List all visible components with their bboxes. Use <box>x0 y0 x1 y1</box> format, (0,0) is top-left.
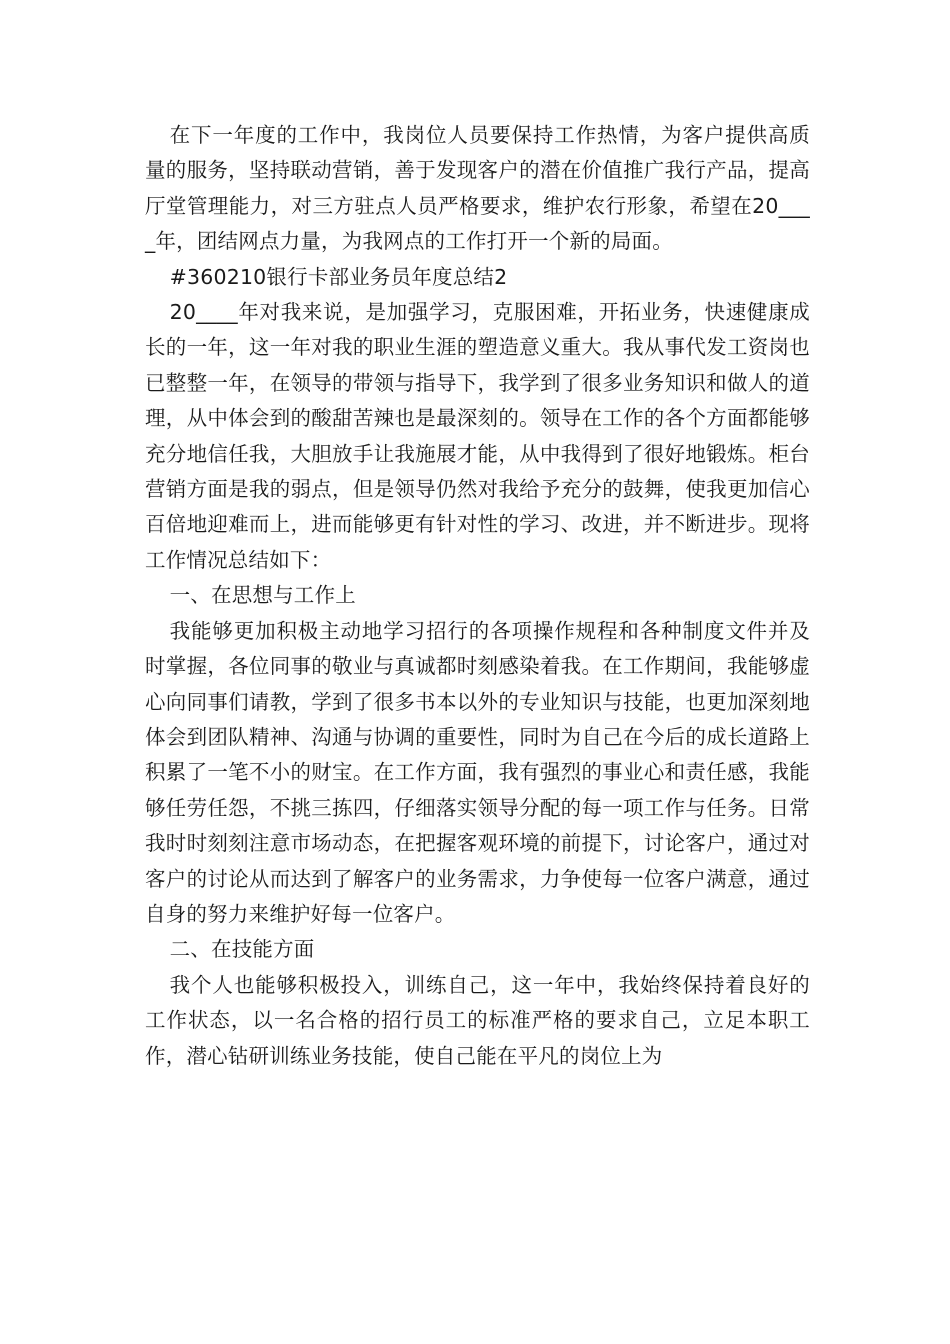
document-body <box>145 118 810 1074</box>
section-heading-thought-and-work: 一、在思想与工作上 <box>169 583 356 608</box>
paragraph-intro: 20____年对我来说，是加强学习，克服困难，开拓业务，快速健康成长的一年，这一年对我的职业生涯的塑造意义重大。我从事代发工资岗也已整整一年，在领导的带领与指导下，我学到了很多业务知识和做人的道理，从中体会到的酸甜苦辣也是最深刻的。领导在工作的各个方面都能够充分地信任我，大胆放手让我施展才能，从中我得到了很好地锻炼。柜台营销方面是我的弱点，但是领导仍然对我给予充分的鼓舞，使我更加信心百倍地迎难而上，进而能够更有针对性的学习、改进，并不断进步。现将工作情况总结如下： <box>145 300 810 572</box>
paragraph-closing-previous-summary: 在下一年度的工作中，我岗位人员要保持工作热情，为客户提供高质量的服务，坚持联动营销，善于发现客户的潜在价值推广我行产品，提高厅堂管理能力，对三方驻点人员严格要求，维护农行形象，希望在20____年，团结网点力量，为我网点的工作打开一个新的局面。 <box>145 123 810 254</box>
paragraph-skills: 我个人也能够积极投入，训练自己，这一年中，我始终保持着良好的工作状态，以一名合格的招行员工的标准严格的要求自己，立足本职工作，潜心钻研训练业务技能，使自己能在平凡的岗位上为 <box>145 972 810 1068</box>
section-heading-skills: 二、在技能方面 <box>169 937 315 962</box>
paragraph-thought-and-work: 我能够更加积极主动地学习招行的各项操作规程和各种制度文件并及时掌握，各位同事的敬业与真诚都时刻感染着我。在工作期间，我能够虚心向同事们请教，学到了很多书本以外的专业知识与技能，也更加深刻地体会到团队精神、沟通与协调的重要性，同时为自己在今后的成长道路上积累了一笔不小的财宝。在工作方面，我有强烈的事业心和责任感，我能够任劳任怨，不挑三拣四，仔细落实领导分配的每一项工作与任务。日常我时时刻刻注意市场动态，在把握客观环境的前提下，讨论客户，通过对客户的讨论从而达到了解客户的业务需求，力争使每一位客户满意，通过自身的努力来维护好每一位客户。 <box>145 618 810 926</box>
document-title: #360210银行卡部业务员年度总结2 <box>169 264 508 289</box>
